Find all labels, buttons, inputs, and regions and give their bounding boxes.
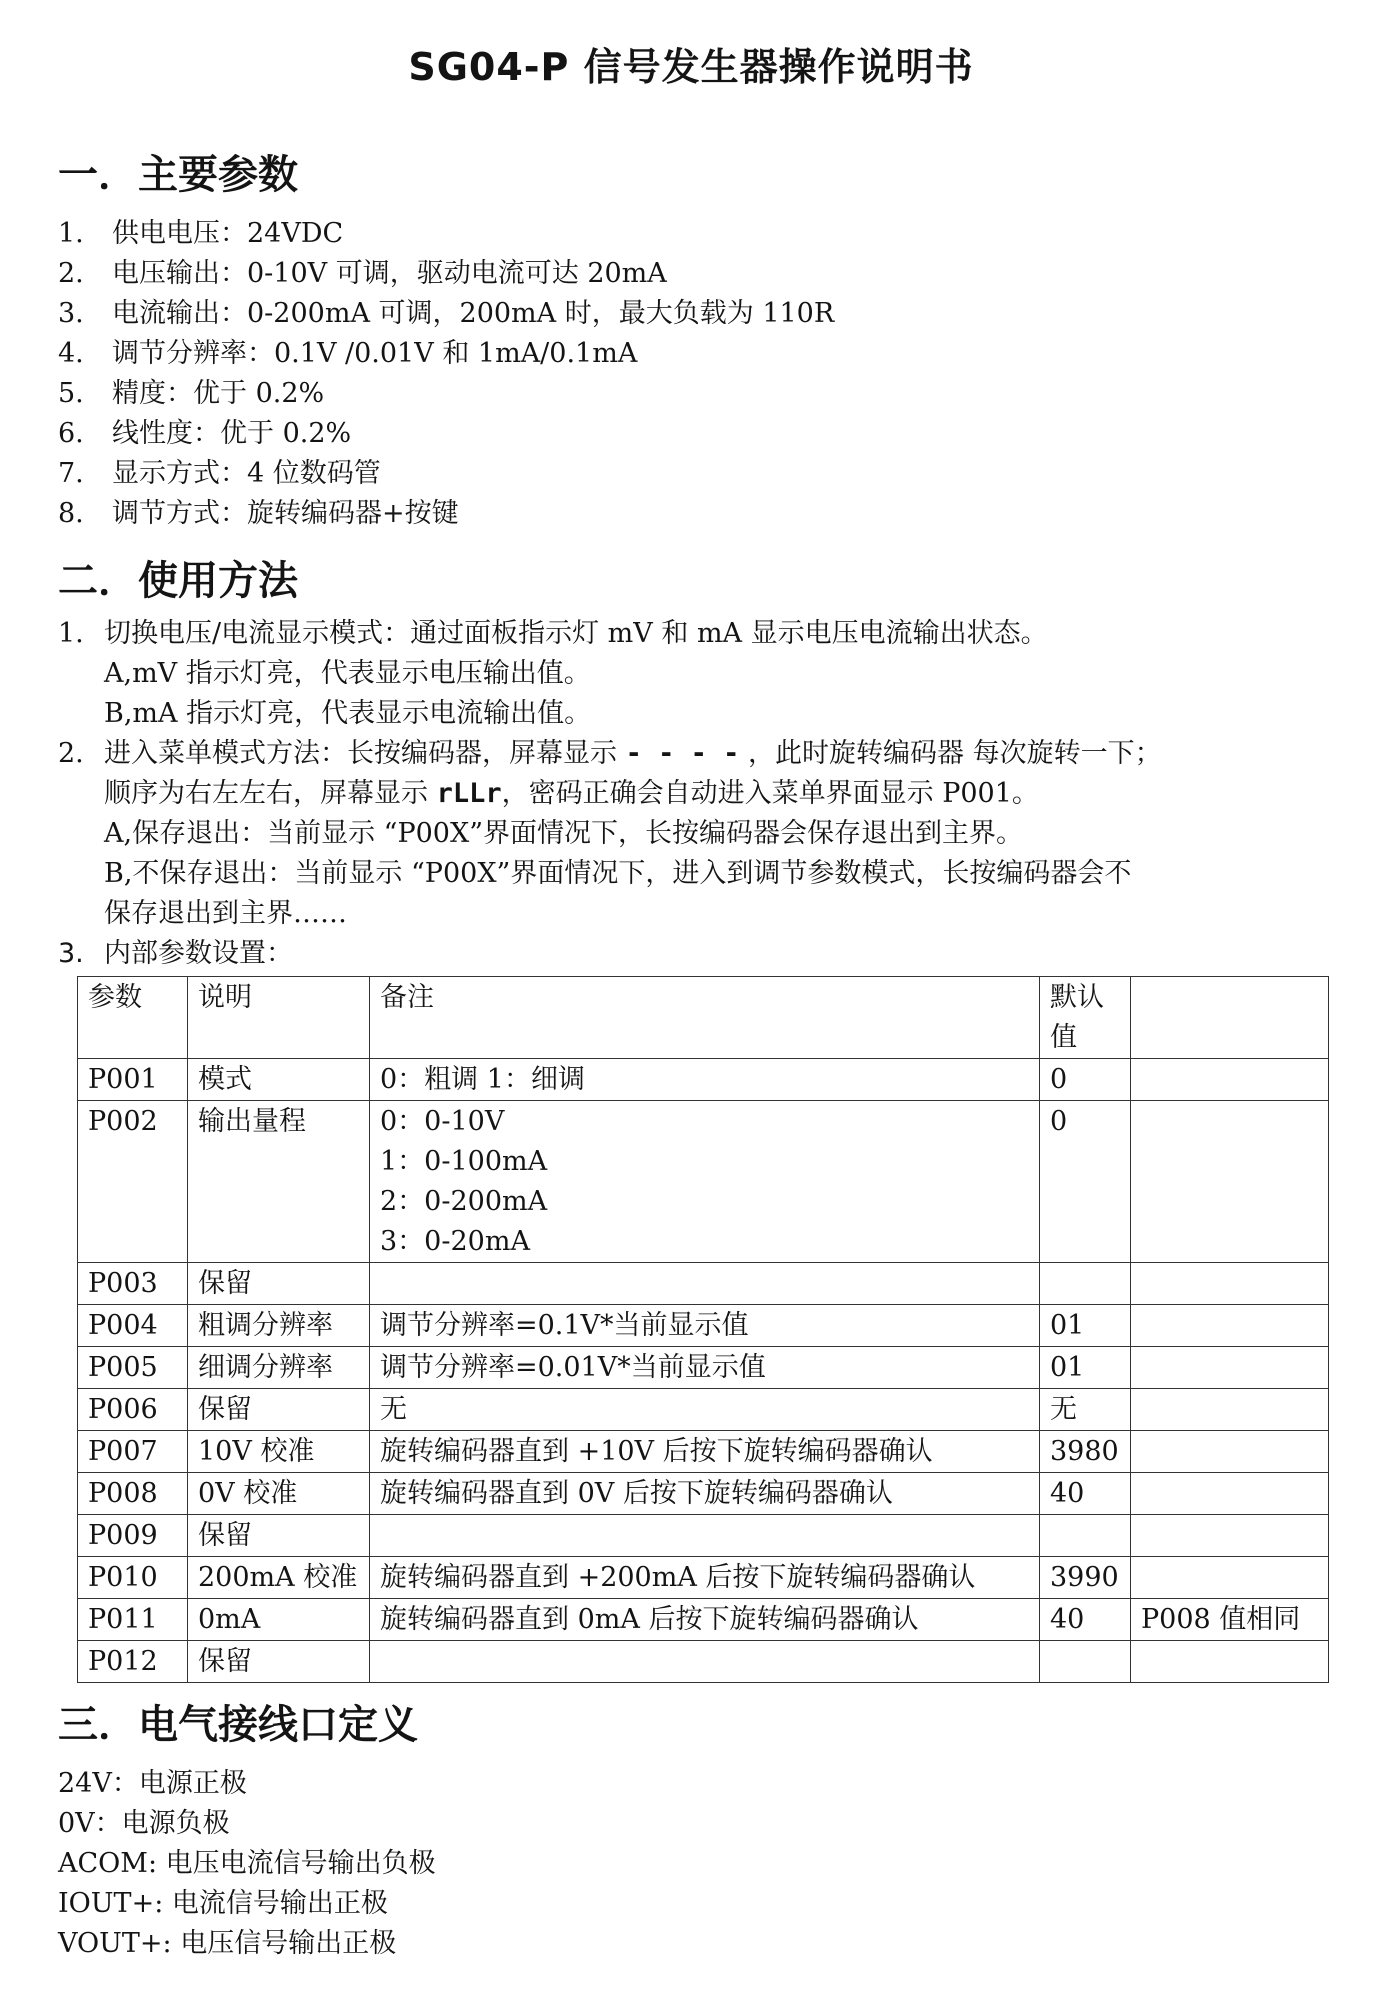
table-cell: P008 值相同 (1131, 1599, 1329, 1641)
parameter-table-body (78, 1059, 1329, 1683)
table-cell: 旋转编码器直到 0V 后按下旋转编码器确认 (370, 1473, 1040, 1515)
spec-item-text: 供电电压：24VDC (112, 218, 344, 249)
spec-item-number: 1. (58, 218, 84, 249)
usage-item-1-number: 1. (58, 618, 84, 649)
table-header-cell (1131, 977, 1329, 1059)
table-cell (1131, 1347, 1329, 1389)
spec-item-number: 5. (58, 378, 84, 409)
spec-item-text: 调节方式：旋转编码器+按键 (112, 498, 459, 529)
table-cell: 无 (1040, 1389, 1131, 1431)
table-row (78, 1431, 1329, 1473)
wiring-item: 24V：电源正极 (58, 1768, 247, 1799)
table-row (78, 1557, 1329, 1599)
section-2-heading: 二．使用方法 (58, 558, 298, 604)
table-header-cell: 备注 (370, 977, 1040, 1059)
table-cell: P009 (78, 1515, 188, 1557)
table-cell (1131, 1263, 1329, 1305)
spec-item-text: 显示方式：4 位数码管 (112, 458, 381, 489)
table-cell: 0：粗调 1：细调 (370, 1059, 1040, 1101)
usage-item-3-number: 3. (58, 938, 84, 969)
table-cell: 3990 (1040, 1557, 1131, 1599)
table-cell (1131, 1389, 1329, 1431)
table-cell (1131, 1557, 1329, 1599)
table-cell: P002 (78, 1101, 188, 1263)
spec-item-text: 电压输出：0-10V 可调，驱动电流可达 20mA (112, 258, 667, 289)
usage-item-2-sub-b-text-1: B,不保存退出：当前显示 “P00X”界面情况下，进入到调节参数模式，长按编码器会不 (104, 858, 1132, 889)
spec-item-number: 6. (58, 418, 84, 449)
table-row (78, 1347, 1329, 1389)
usage-item-2-text-b: ，此时旋转编码器 每次旋转一下； (747, 738, 1162, 769)
table-cell: P011 (78, 1599, 188, 1641)
table-cell: P008 (78, 1473, 188, 1515)
usage-item-2-sub-a-text: A,保存退出：当前显示 “P00X”界面情况下，长按编码器会保存退出到主界。 (104, 818, 1024, 849)
table-row (78, 1473, 1329, 1515)
table-cell: 3980 (1040, 1431, 1131, 1473)
table-row (78, 1599, 1329, 1641)
table-cell: P004 (78, 1305, 188, 1347)
table-cell: 调节分辨率=0.01V*当前显示值 (370, 1347, 1040, 1389)
table-header-cell: 参数 (78, 977, 188, 1059)
spec-item-text: 精度：优于 0.2% (112, 378, 325, 409)
table-cell: 输出量程 (188, 1101, 370, 1263)
table-cell: 200mA 校准 (188, 1557, 370, 1599)
usage-item-3-text: 内部参数设置： (104, 938, 293, 969)
spec-item-text: 电流输出：0-200mA 可调，200mA 时，最大负载为 110R (112, 298, 835, 329)
table-cell (370, 1263, 1040, 1305)
table-cell: 调节分辨率=0.1V*当前显示值 (370, 1305, 1040, 1347)
table-cell: 40 (1040, 1473, 1131, 1515)
section-1-heading: 一．主要参数 (58, 152, 298, 198)
table-cell (1131, 1641, 1329, 1683)
table-header-row (78, 977, 1329, 1059)
table-cell: 模式 (188, 1059, 370, 1101)
display-dashes: - - - - (625, 738, 740, 769)
spec-item-number: 2. (58, 258, 84, 289)
table-row (78, 1389, 1329, 1431)
table-header-cell: 默认 值 (1040, 977, 1131, 1059)
table-cell: 0 (1040, 1059, 1131, 1101)
table-cell: P006 (78, 1389, 188, 1431)
table-row (78, 1263, 1329, 1305)
usage-item-1-text: 切换电压/电流显示模式：通过面板指示灯 mV 和 mA 显示电压电流输出状态。 (104, 618, 1048, 649)
wiring-item: ACOM: 电压电流信号输出负极 (58, 1848, 436, 1879)
table-cell: 0V 校准 (188, 1473, 370, 1515)
spec-item-number: 4. (58, 338, 84, 369)
usage-item-2-line2-b: ，密码正确会自动进入菜单界面显示 P001。 (501, 778, 1039, 809)
table-cell: P003 (78, 1263, 188, 1305)
usage-item-2-sub-b-text-2: 保存退出到主界…… (104, 898, 347, 929)
table-cell: 01 (1040, 1305, 1131, 1347)
table-row (78, 1641, 1329, 1683)
table-cell: 细调分辨率 (188, 1347, 370, 1389)
usage-item-1-sub-a-text: A,mV 指示灯亮，代表显示电压输出值。 (104, 658, 591, 689)
wiring-item: IOUT+: 电流信号输出正极 (58, 1888, 388, 1919)
spec-item-number: 7. (58, 458, 84, 489)
table-cell (1131, 1431, 1329, 1473)
section-3-heading: 三．电气接线口定义 (58, 1702, 418, 1748)
table-row (78, 1101, 1329, 1263)
table-row (78, 1059, 1329, 1101)
document-title: SG04-P 信号发生器操作说明书 (408, 45, 974, 89)
spec-item-text: 调节分辨率：0.1V /0.01V 和 1mA/0.1mA (112, 338, 638, 369)
table-row (78, 1305, 1329, 1347)
table-cell: 保留 (188, 1263, 370, 1305)
table-cell: 0：0-10V 1：0-100mA 2：0-200mA 3：0-20mA (370, 1101, 1040, 1263)
spec-item-number: 3. (58, 298, 84, 329)
table-cell: P012 (78, 1641, 188, 1683)
table-cell: 40 (1040, 1599, 1131, 1641)
table-cell: 无 (370, 1389, 1040, 1431)
table-cell (1131, 1515, 1329, 1557)
usage-item-2-number: 2. (58, 738, 84, 769)
table-cell (1131, 1473, 1329, 1515)
table-cell: P007 (78, 1431, 188, 1473)
table-header-cell: 说明 (188, 977, 370, 1059)
usage-item-2-line-1 (104, 734, 1162, 774)
usage-item-2-line-2-text (104, 774, 1039, 814)
wiring-item: 0V：电源负极 (58, 1808, 230, 1839)
usage-item-2-line2-a: 顺序为右左左右，屏幕显示 (104, 778, 428, 809)
table-cell: 01 (1040, 1347, 1131, 1389)
table-cell (1040, 1263, 1131, 1305)
table-cell (1040, 1641, 1131, 1683)
table-cell: 旋转编码器直到 +200mA 后按下旋转编码器确认 (370, 1557, 1040, 1599)
table-cell (370, 1641, 1040, 1683)
table-cell (1131, 1101, 1329, 1263)
table-cell: 0 (1040, 1101, 1131, 1263)
display-rllr: rLLr (436, 778, 502, 809)
spec-item-text: 线性度：优于 0.2% (112, 418, 352, 449)
table-cell (1131, 1059, 1329, 1101)
wiring-item: VOUT+: 电压信号输出正极 (58, 1928, 397, 1959)
table-cell: 旋转编码器直到 0mA 后按下旋转编码器确认 (370, 1599, 1040, 1641)
table-cell (1040, 1515, 1131, 1557)
table-row (78, 1515, 1329, 1557)
usage-item-2-text-a: 进入菜单模式方法：长按编码器，屏幕显示 (104, 738, 617, 769)
table-cell: 粗调分辨率 (188, 1305, 370, 1347)
table-cell: 保留 (188, 1515, 370, 1557)
table-cell (370, 1515, 1040, 1557)
table-cell: P005 (78, 1347, 188, 1389)
parameter-table-header (78, 977, 1329, 1059)
usage-item-1-sub-b-text: B,mA 指示灯亮，代表显示电流输出值。 (104, 698, 592, 729)
table-cell: 0mA (188, 1599, 370, 1641)
table-cell: 旋转编码器直到 +10V 后按下旋转编码器确认 (370, 1431, 1040, 1473)
table-cell: 10V 校准 (188, 1431, 370, 1473)
spec-item-number: 8. (58, 498, 84, 529)
table-cell: 保留 (188, 1389, 370, 1431)
table-cell (1131, 1305, 1329, 1347)
parameter-table (77, 976, 1329, 1683)
table-cell: P001 (78, 1059, 188, 1101)
table-cell: P010 (78, 1557, 188, 1599)
table-cell: 保留 (188, 1641, 370, 1683)
